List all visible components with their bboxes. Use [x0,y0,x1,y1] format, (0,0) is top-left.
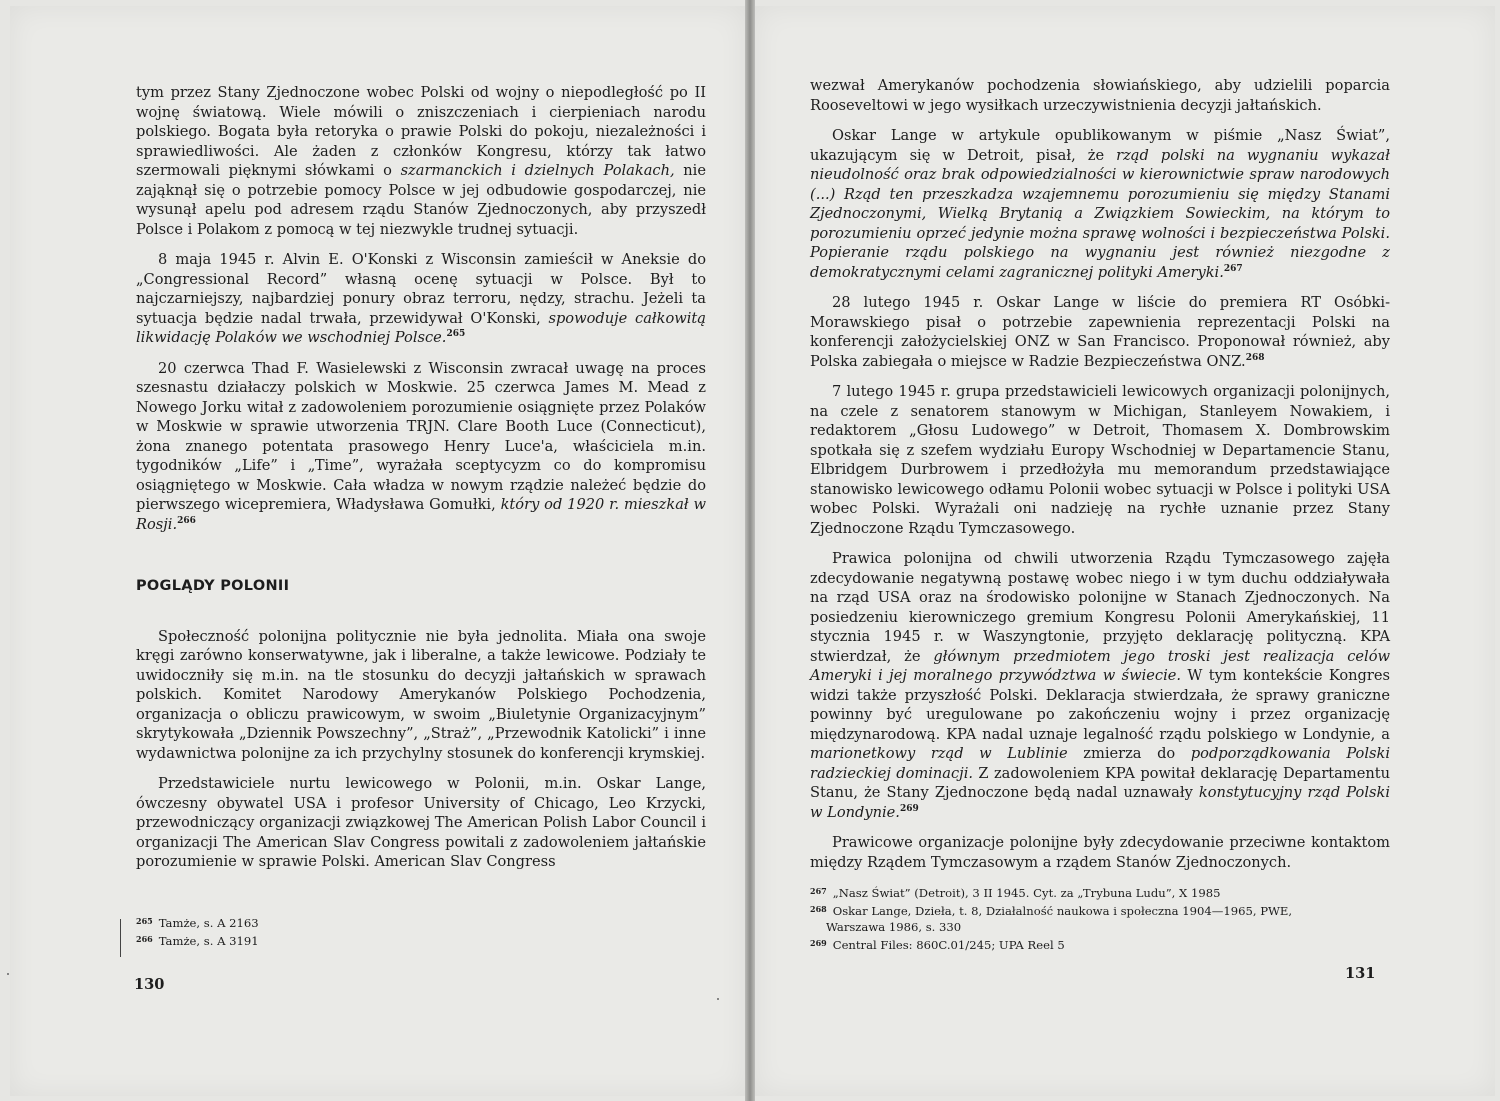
paragraph-r2 [810,126,1390,282]
text-run: 28 lutego 1945 r. Oskar Lange w liście do premiera RT Osóbki-Morawskiego pisał o potrzebie zapewnienia reprezentacji Polski na konferencji założycielskiej ONZ w San Francisco. Proponował również, aby Polska zabiegała o miejsce w Radzie Bezpieczeństwa ONZ. [810,294,1390,370]
text-run: W tym kontekście Kongres widzi także przyszłość Polski. Deklaracja stwierdzała, że sprawy graniczne powinny być uregulowane po zakończeniu wojny i przez organizację międzynarodową. KPA nadal uznaje legalność rządu polskiego w Londynie, a [810,667,1391,743]
italic-quote: szarmanckich i dzielnych Polakach, [400,162,675,179]
paragraph-r4 [810,382,1390,538]
left-footnotes [136,913,706,949]
footnote-number: 269 [810,938,827,948]
paragraph-r3 [810,293,1390,371]
footnote-item [810,901,1390,919]
paragraph-l1 [136,83,706,239]
footnote-text: Tamże, s. A 3191 [158,934,259,948]
footnote-number: 268 [810,904,827,914]
text-run: Prawica polonijna od chwili utworzenia Rządu Tymczasowego zajęła zdecydowanie negatywną postawę wobec niego i w tym duchu oddziaływała na rząd USA oraz na środowisko polonijne w Stanach Zjednoczonych. Na posiedzeniu kierowniczego gremium Kongresu Polonii Amerykańskiej, 11 stycznia 1945 r. w Waszyngtonie, przyjęto deklarację polityczną. KPA stwierdzał, że [810,550,1390,665]
paragraph-l2 [136,250,706,348]
italic-quote: konstytucyjny rząd Polski w Londynie. [810,784,1390,821]
paragraph-l5 [136,774,706,872]
text-run: Prawicowe organizacje polonijne były zdecydowanie przeciwne kontaktom między Rządem Tymczasowym a rządem Stanów Zjednoczonych. [810,834,1390,871]
footnote-text: Central Files: 860C.01/245; UPA Reel 5 [832,938,1065,952]
footnote-ref: 265 [446,329,466,339]
right-footnotes [810,883,1390,953]
footnote-item [136,931,706,949]
text-run: 7 lutego 1945 r. grupa przedstawicieli lewicowych organizacji polonijnych, na czele z senatorem stanowym w Michigan, Stanleyem Nowakiem, i redaktorem „Głosu Ludowego” w Detroit, Thomasem X. Dombrowskim spotkała się z szefem wydziału Europy Wschodniej w Departamencie Stanu, Elbridgem Durbrowem i przedłożyła mu memorandum przedstawiające stanowisko lewicowego odłamu Polonii wobec sytuacji w Polsce i polityki USA wobec Polski. Wyrażali oni nadzieję na rychłe uznanie przez Stany Zjednoczone Rządu Tymczasowego. [810,383,1390,537]
text-run: Z zadowoleniem KPA powitał deklarację Departamentu Stanu, że Stany Zjednoczone będą nadal uznawały [810,764,1391,801]
paragraph-r6 [810,833,1390,872]
text-run: zmierza do [1067,745,1191,762]
book-gutter [745,0,755,1101]
footnote-text: Tamże, s. A 2163 [158,916,259,930]
text-run: 20 czerwca Thad F. Wasielewski z Wisconsin zwracał uwagę na proces szesnastu działaczy polskich w Moskwie. 25 czerwca James M. Mead z Nowego Jorku witał z zadowoleniem porozumienie osiągnięte przez Polaków w Moskwie w sprawie utworzenia TRJN. Clare Booth Luce (Connecticut), żona znanego potentata prasowego Henry Luce'a, właściciela m.in. tygodników „Life” i „Time”, wyrażała sceptycyzm co do kompromisu osiągniętego w Moskwie. Cała władza w nowym rządzie należeć będzie do pierwszego wicepremiera, Władysława Gomułki, [136,359,706,513]
footnote-ref: 267 [1223,263,1243,274]
paragraph-r1 [810,76,1390,115]
page-number-left: 130 [134,976,165,993]
footnote-item [810,883,1390,901]
footnote-rule [120,919,121,957]
footnote-item [810,935,1390,953]
footnote-number: 266 [136,934,153,944]
left-page [10,6,745,1096]
left-page-body [136,83,706,872]
scan-speck [717,998,719,1000]
text-run: tym przez Stany Zjednoczone wobec Polski od wojny o niepodległość po II wojnę światową. Wiele mówili o zniszczeniach i cierpieniach narodu polskiego. Bogata była retoryka o prawie Polski do pokoju, niezależności i sprawiedliwości. Ale żaden z członków Kongresu, którzy tak łatwo szermowali pięknymi słówkami o [136,84,706,179]
footnote-ref: 269 [899,803,919,814]
footnote-text: Warszawa 1986, s. 330 [826,920,962,934]
italic-quote: który od 1920 r. mieszkał w Rosji. [136,496,706,533]
paragraph-l4 [136,627,706,764]
footnote-ref: 268 [1245,352,1265,363]
paragraph-l3 [136,359,706,535]
text-run: 8 maja 1945 r. Alvin E. O'Konski z Wisconsin zamieścił w Aneksie do „Congressional Record” własną ocenę sytuacji w Polsce. Był to najczarniejszy, najbardziej ponury obraz terroru, nędzy, strachu. Jeżeli ta sytuacja będzie nadal trwała, przewidywał O'Konski, [136,251,706,327]
footnote-item [810,919,1390,935]
left-paragraphs-bottom [136,627,706,872]
paragraph-r5 [810,549,1390,822]
footnote-text: Oskar Lange, Dzieła, t. 8, Działalność naukowa i społeczna 1904—1965, PWE, [832,904,1293,918]
footnote-ref: 266 [177,515,196,526]
page-number-right: 131 [1345,965,1376,982]
italic-quote: spowoduje całkowitą likwidację Polaków we wschodniej Polsce. [136,309,706,346]
italic-quote: marionetkowy rząd w Lublinie [810,745,1068,762]
italic-quote: głównym przedmiotem jego troski jest realizacja celów Ameryki i jej moralnego przywództwa w świecie. [810,647,1390,684]
text-run: nie zająknął się o potrzebie pomocy Polsce w jej odbudowie gospodarczej, nie wysunął apelu pod adresem rządu Stanów Zjednoczonych, aby przyszedł Polsce i Polakom z pomocą w tej niezwykle trudnej sytuacji. [136,162,706,238]
text-run: Społeczność polonijna politycznie nie była jednolita. Miała ona swoje kręgi zarówno konserwatywne, jak i liberalne, a także lewicowe. Podziały te uwidoczniły się m.in. na tle stosunku do decyzji jałtańskich w sprawach polskich. Komitet Narodowy Amerykanów Polskiego Pochodzenia, organizacja o obliczu prawicowym, w swoim „Biuletynie Organizacyjnym” skrytykowała „Dziennik Powszechny”, „Straż”, „Przewodnik Katolicki” i inne wydawnictwa polonijne za ich przychylny stosunek do konferencji krymskiej. [136,627,706,762]
footnote-number: 267 [810,886,827,896]
left-paragraphs-top [136,83,706,534]
scan-speck [7,973,9,975]
right-paragraphs [810,76,1390,872]
italic-quote: podporządkowania Polski radzieckiej dominacji. [810,745,1391,782]
text-run: Przedstawiciele nurtu lewicowego w Polonii, m.in. Oskar Lange, ówczesny obywatel USA i profesor University of Chicago, Leo Krzycki, przewodniczący organizacji związkowej The American Polish Labor Council i organizacji The American Slav Congress powitali z zadowoleniem jałtańskie porozumienie w sprawie Polski. American Slav Congress [136,775,706,870]
right-page [755,6,1495,1096]
section-heading: POGLĄDY POLONII [136,578,290,594]
footnote-item [136,913,706,931]
footnote-number: 265 [136,916,153,926]
text-run: Oskar Lange w artykule opublikowanym w piśmie „Nasz Świat”, ukazującym się w Detroit, pisał, że [810,127,1390,164]
italic-quote: rząd polski na wygnaniu wykazał nieudolność oraz brak odpowiedzialności w kierownictwie spraw narodowych (...) Rząd ten przeszkadza wzajemnemu porozumieniu się między Stanami Zjednoczonymi, Wielką Brytanią a Związkiem Sowieckim, na którym to porozumieniu oprzeć jedynie można sprawę wolności i bezpieczeństwa Polski. Popieranie rządu polskiego na wygnaniu jest również niezgodne z demokratycznymi celami zagranicznej polityki Ameryki. [810,146,1390,281]
footnote-text: „Nasz Świat” (Detroit), 3 II 1945. Cyt. za „Trybuna Ludu”, X 1985 [832,886,1221,900]
text-run: wezwał Amerykanów pochodzenia słowiańskiego, aby udzielili poparcia Rooseveltowi w jego wysiłkach urzeczywistnienia decyzji jałtańskich. [810,77,1390,114]
right-page-body [810,76,1390,872]
